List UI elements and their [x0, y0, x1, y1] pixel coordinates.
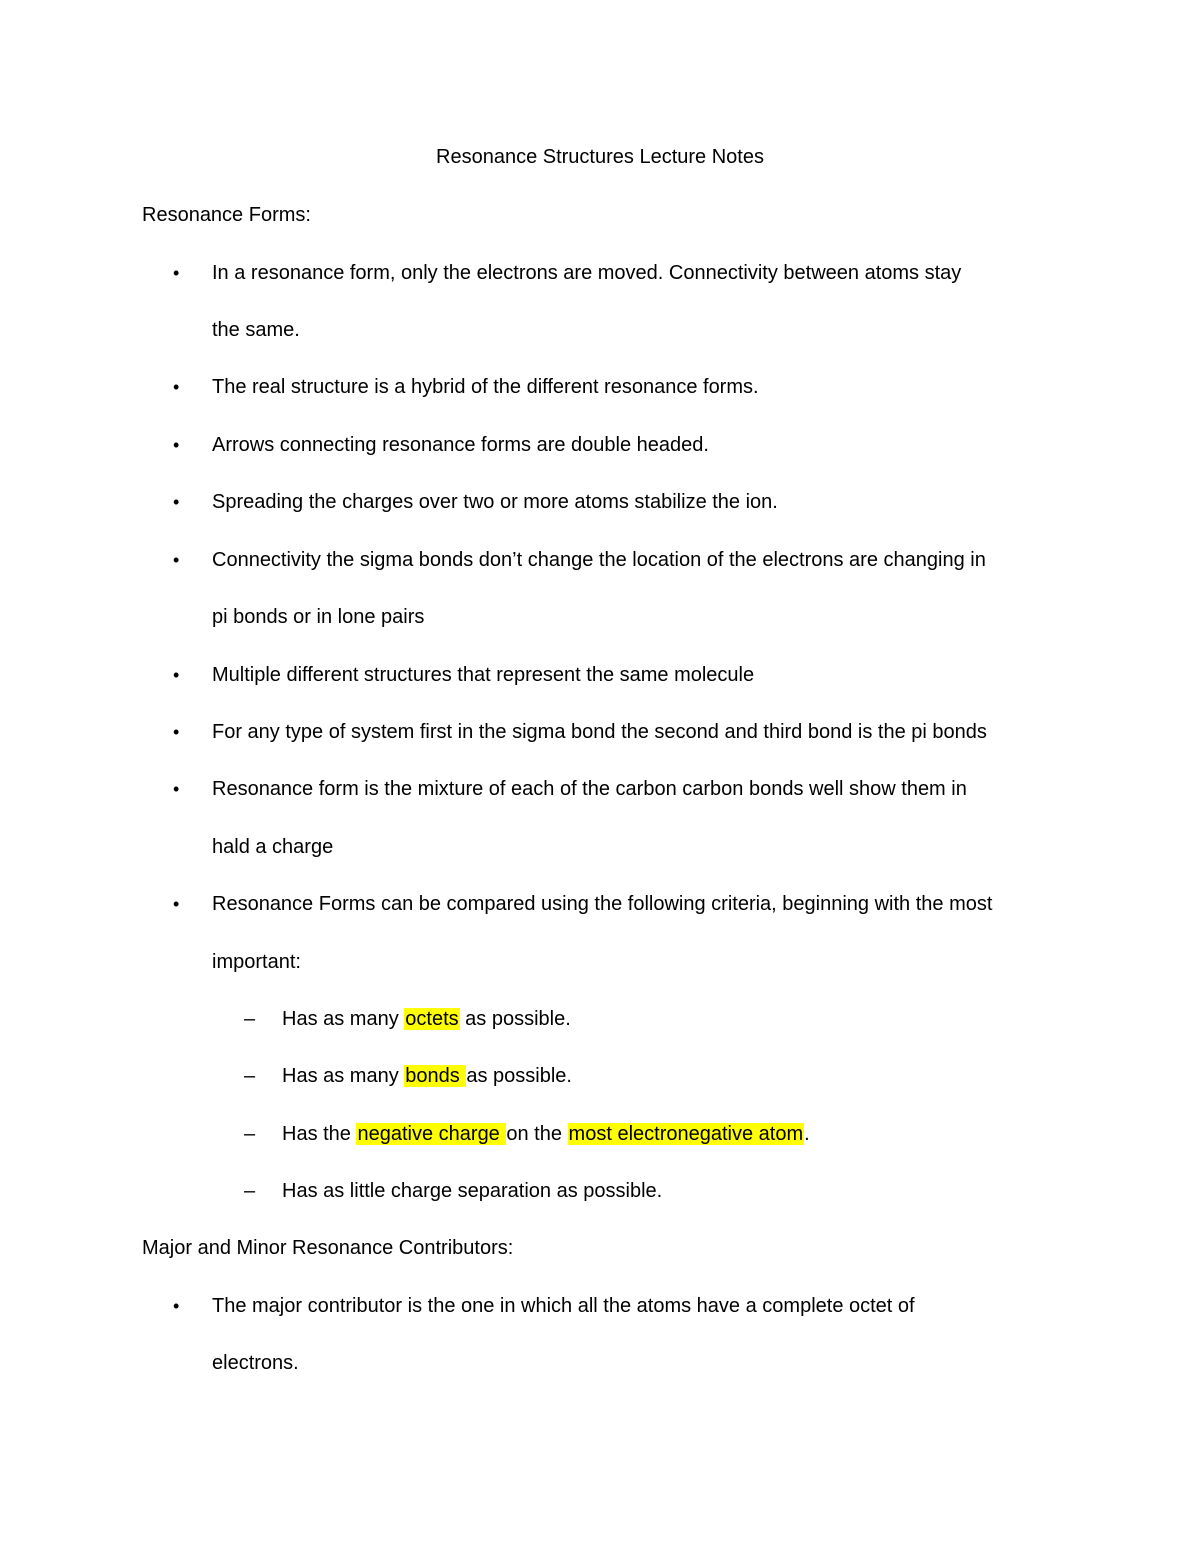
dash-icon: – [244, 1123, 256, 1145]
criteria-text: . [804, 1123, 810, 1145]
bullet-icon: • [173, 665, 180, 685]
criteria-text: Has as many [282, 1065, 405, 1087]
bullet-text-continued: the same. [212, 319, 300, 341]
bullet-text: The major contributor is the one in which all the atoms have a complete octet of [212, 1295, 915, 1317]
page-title: Resonance Structures Lecture Notes [436, 146, 764, 168]
section-heading-resonance-forms: Resonance Forms: [142, 204, 311, 226]
dash-icon: – [244, 1180, 256, 1202]
bullet-icon: • [173, 492, 180, 512]
criteria-text: as possible. [466, 1065, 572, 1087]
bullet-text-continued: hald a charge [212, 836, 334, 858]
criteria-item-charge-separation: Has as little charge separation as possible. [282, 1180, 663, 1202]
highlighted-term: most electronegative atom [568, 1123, 804, 1145]
section-heading-contributors: Major and Minor Resonance Contributors: [142, 1237, 514, 1259]
dash-icon: – [244, 1065, 256, 1087]
bullet-icon: • [173, 550, 180, 570]
dash-icon: – [244, 1008, 256, 1030]
bullet-text: Resonance Forms can be compared using the following criteria, beginning with the most [212, 893, 993, 915]
bullet-text: Spreading the charges over two or more atoms stabilize the ion. [212, 491, 778, 513]
bullet-text: For any type of system first in the sigma bond the second and third bond is the pi bonds [212, 721, 987, 743]
bullet-icon: • [173, 263, 180, 283]
bullet-text: Resonance form is the mixture of each of the carbon carbon bonds well show them in [212, 778, 967, 800]
bullet-icon: • [173, 1296, 180, 1316]
criteria-text: on the [506, 1123, 568, 1145]
bullet-text: The real structure is a hybrid of the different resonance forms. [212, 376, 759, 398]
bullet-icon: • [173, 435, 180, 455]
bullet-text: Arrows connecting resonance forms are double headed. [212, 434, 709, 456]
highlighted-term: bonds [405, 1065, 466, 1087]
bullet-text-continued: electrons. [212, 1352, 299, 1374]
criteria-text: Has the [282, 1123, 357, 1145]
bullet-icon: • [173, 377, 180, 397]
bullet-text-continued: pi bonds or in lone pairs [212, 606, 425, 628]
criteria-item-bonds [282, 1062, 572, 1090]
criteria-text: as possible. [459, 1008, 571, 1030]
bullet-icon: • [173, 722, 180, 742]
bullet-text: Connectivity the sigma bonds don’t change the location of the electrons are changing in [212, 549, 986, 571]
highlighted-term: octets [405, 1008, 459, 1030]
bullet-icon: • [173, 894, 180, 914]
criteria-item-octets [282, 1005, 571, 1033]
criteria-item-negative-charge [282, 1120, 810, 1148]
bullet-icon: • [173, 779, 180, 799]
bullet-text: In a resonance form, only the electrons are moved. Connectivity between atoms stay [212, 262, 962, 284]
bullet-text-continued: important: [212, 951, 301, 973]
bullet-text: Multiple different structures that represent the same molecule [212, 664, 755, 686]
highlighted-term: negative charge [357, 1123, 506, 1145]
criteria-text: Has as many [282, 1008, 405, 1030]
